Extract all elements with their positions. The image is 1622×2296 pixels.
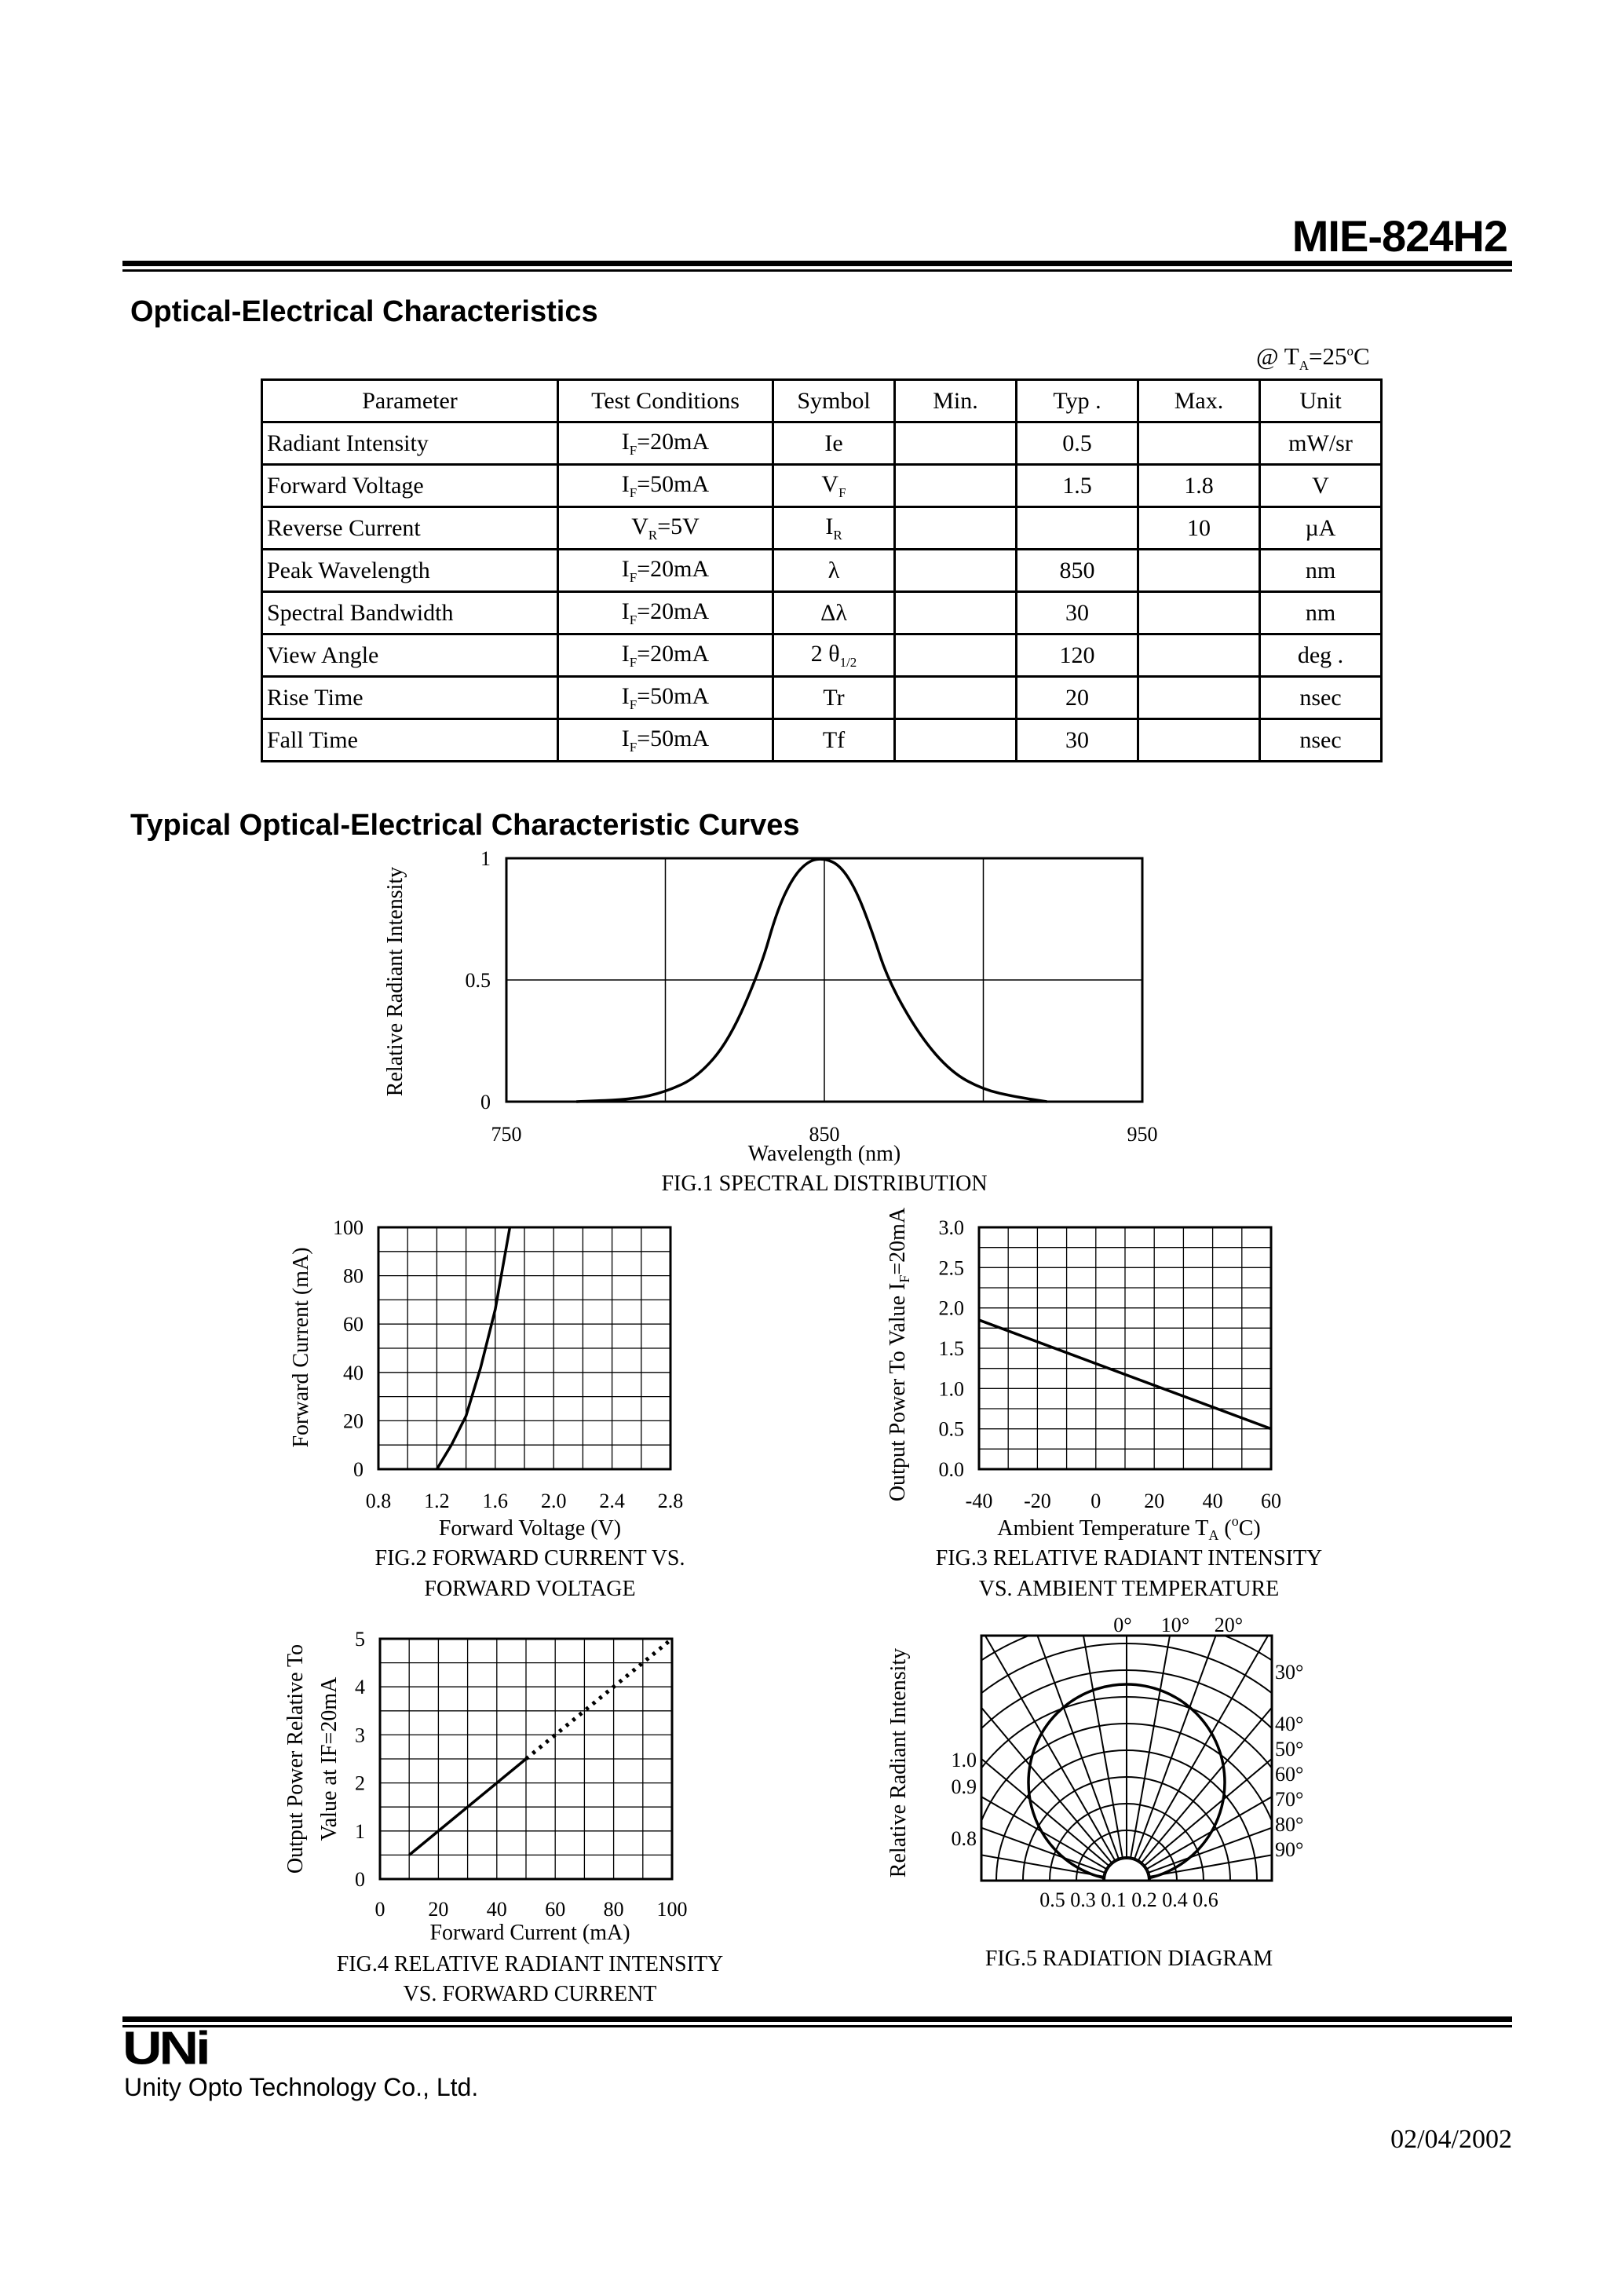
test-condition-cell: $V_R=5V$ xyxy=(558,507,773,550)
figure-caption-line2: VS. FORWARD CURRENT xyxy=(403,1982,657,2006)
angle-label: 90° xyxy=(1275,1838,1304,1861)
polar-grid-ray xyxy=(1127,1606,1602,1881)
x-axis-label: Ambient Temperature $T_A$ ($^o$C) xyxy=(997,1513,1261,1543)
y-axis-label-line2: Value at IF=20mA xyxy=(317,1676,342,1841)
test-condition-cell: $I_F=50mA$ xyxy=(558,465,773,507)
parameter-cell: Peak Wavelength xyxy=(262,550,558,592)
y-tick-label: 1 xyxy=(480,847,491,870)
y-tick-label: 0.5 xyxy=(938,1417,964,1441)
parameter-cell: Forward Voltage xyxy=(262,465,558,507)
x-tick-label: 850 xyxy=(809,1123,840,1146)
radial-label: 0.8 xyxy=(951,1827,977,1850)
symbol-cell: Tr xyxy=(773,677,895,719)
y-axis-label: Relative Radiant Intensity xyxy=(383,866,407,1097)
table-section-title: Optical-Electrical Characteristics xyxy=(130,295,598,328)
typ-cell: 120 xyxy=(1017,634,1138,677)
unit-cell: nsec xyxy=(1260,677,1382,719)
angle-label: 30° xyxy=(1275,1661,1304,1684)
unit-cell: nsec xyxy=(1260,719,1382,762)
unit-cell: mW/sr xyxy=(1260,422,1382,465)
y-tick-label: 4 xyxy=(355,1676,365,1699)
y-axis-label: Output Power To Value $I_F=20mA$ xyxy=(886,1207,912,1502)
x-tick-label: -20 xyxy=(1024,1490,1051,1512)
x-axis-label: Wavelength (nm) xyxy=(747,1142,901,1166)
symbol-cell: 2 $\theta_{1/2}$ xyxy=(773,634,895,677)
part-number: MIE-824H2 xyxy=(1291,211,1507,261)
test-condition-cell: $I_F=20mA$ xyxy=(558,634,773,677)
typ-cell: 850 xyxy=(1017,550,1138,592)
x-tick-label: 0 xyxy=(1090,1490,1101,1512)
table-header-cell: Max. xyxy=(1138,380,1260,422)
y-tick-label: 100 xyxy=(333,1216,363,1239)
typ-cell: 30 xyxy=(1017,592,1138,634)
x-tick-label: 0.8 xyxy=(365,1490,392,1512)
unit-cell: nm xyxy=(1260,592,1382,634)
max-cell: 10 xyxy=(1138,507,1260,550)
unit-cell: nm xyxy=(1260,550,1382,592)
angle-label: 50° xyxy=(1275,1738,1304,1760)
y-tick-label: 3 xyxy=(355,1724,365,1747)
figure-caption: FIG.5 RADIATION DIAGRAM xyxy=(985,1947,1273,1971)
curves-section-title: Typical Optical-Electrical Characteristic Curves xyxy=(130,809,800,842)
x-tick-label: 20 xyxy=(428,1898,449,1921)
x-tick-label: 60 xyxy=(1261,1490,1281,1512)
figure-caption-line2: VS. AMBIENT TEMPERATURE xyxy=(978,1577,1280,1601)
polar-grid-ray xyxy=(939,1364,1127,1881)
y-tick-label: 80 xyxy=(343,1264,363,1288)
symbol-cell: Ie xyxy=(773,422,895,465)
table-header-cell: Typ . xyxy=(1017,380,1138,422)
table-header-cell: Test Conditions xyxy=(558,380,773,422)
unit-cell: µA xyxy=(1260,507,1382,550)
test-condition-cell: $I_F=50mA$ xyxy=(558,719,773,762)
y-tick-label: 2.0 xyxy=(938,1296,964,1320)
y-tick-label: 0.0 xyxy=(938,1458,964,1481)
polar-grid-ray xyxy=(1127,1693,1622,1881)
parameter-cell: Reverse Current xyxy=(262,507,558,550)
footer-rule-thick xyxy=(122,2016,1512,2022)
x-tick-label: 2.8 xyxy=(657,1490,684,1512)
y-tick-label: 1.5 xyxy=(938,1337,964,1360)
x-tick-label: 2.4 xyxy=(599,1490,625,1512)
x-tick-label: 750 xyxy=(491,1123,522,1146)
parameter-cell: View Angle xyxy=(262,634,558,677)
figure-caption: FIG.2 FORWARD CURRENT VS. xyxy=(374,1546,685,1570)
parameter-cell: Radiant Intensity xyxy=(262,422,558,465)
table-header-cell: Parameter xyxy=(262,380,558,422)
typ-cell: 30 xyxy=(1017,719,1138,762)
y-tick-label: 20 xyxy=(343,1409,363,1433)
x-tick-label: 2.0 xyxy=(540,1490,567,1512)
y-tick-label: 2 xyxy=(355,1771,365,1795)
angle-label: 70° xyxy=(1275,1788,1304,1811)
company-logo: UNi xyxy=(122,2021,208,2075)
x-tick-label: 100 xyxy=(656,1898,688,1921)
document-date: 02/04/2002 xyxy=(1390,2125,1512,2154)
y-tick-label: 2.5 xyxy=(938,1256,964,1280)
max-cell: 1.8 xyxy=(1138,465,1260,507)
typ-cell: 1.5 xyxy=(1017,465,1138,507)
x-tick-label: 1.6 xyxy=(482,1490,509,1512)
x-tick-label: 950 xyxy=(1127,1123,1158,1146)
unit-cell: deg . xyxy=(1260,634,1382,677)
radial-label: 1.0 xyxy=(951,1749,977,1771)
x-tick-label: 1.2 xyxy=(424,1490,450,1512)
test-condition-cell: $I_F=20mA$ xyxy=(558,422,773,465)
unit-cell: V xyxy=(1260,465,1382,507)
angle-label: 0° xyxy=(1113,1614,1132,1636)
figure-caption: FIG.4 RELATIVE RADIANT INTENSITY xyxy=(336,1952,724,1976)
angle-label: 20° xyxy=(1214,1614,1244,1636)
y-tick-label: 1 xyxy=(355,1819,365,1843)
symbol-cell: Δλ xyxy=(773,592,895,634)
company-name: Unity Opto Technology Co., Ltd. xyxy=(124,2073,479,2101)
y-tick-label: 40 xyxy=(343,1361,363,1384)
footer-rule-thin xyxy=(122,2025,1512,2027)
test-condition-cell: $I_F=20mA$ xyxy=(558,550,773,592)
temperature-condition: @ $T_A=25^oC$ xyxy=(1256,342,1370,374)
y-tick-label: 60 xyxy=(343,1313,363,1336)
x-tick-label: 40 xyxy=(1202,1490,1223,1512)
x-tick-label: -40 xyxy=(965,1490,993,1512)
y-tick-label: 3.0 xyxy=(938,1216,964,1239)
typ-cell: 20 xyxy=(1017,677,1138,719)
figure-caption: FIG.1 SPECTRAL DISTRIBUTION xyxy=(661,1172,988,1196)
angle-label: 10° xyxy=(1160,1614,1190,1636)
radial-label: 0.9 xyxy=(951,1775,977,1798)
y-tick-label: 0.5 xyxy=(465,969,491,992)
y-tick-label: 0 xyxy=(353,1458,363,1481)
x-axis-label: Forward Voltage (V) xyxy=(438,1516,622,1541)
table-header-cell: Symbol xyxy=(773,380,895,422)
y-tick-label: 0 xyxy=(355,1868,365,1891)
x-tick-label: 40 xyxy=(486,1898,507,1921)
symbol-cell: Tf xyxy=(773,719,895,762)
y-tick-label: 1.0 xyxy=(938,1377,964,1401)
polar-grid-ray xyxy=(1127,1785,1622,1881)
parameter-cell: Spectral Bandwidth xyxy=(262,592,558,634)
figure-caption: FIG.3 RELATIVE RADIANT INTENSITY xyxy=(935,1546,1323,1570)
y-axis-label-line1: Output Power Relative To xyxy=(283,1643,308,1874)
table-header-cell: Unit xyxy=(1260,380,1382,422)
x-tick-label: 60 xyxy=(545,1898,566,1921)
parameter-cell: Fall Time xyxy=(262,719,558,762)
symbol-cell: $V_F$ xyxy=(773,465,895,507)
y-tick-label: 5 xyxy=(355,1628,365,1651)
y-axis-label: Relative Radiant Intensity xyxy=(886,1647,911,1878)
typ-cell: 0.5 xyxy=(1017,422,1138,465)
test-condition-cell: $I_F=50mA$ xyxy=(558,677,773,719)
x-tick-label: 20 xyxy=(1144,1490,1165,1512)
y-axis-label: Forward Current (mA) xyxy=(289,1247,313,1448)
angle-label: 80° xyxy=(1275,1813,1304,1836)
x-tick-label: 80 xyxy=(603,1898,624,1921)
angle-label: 40° xyxy=(1275,1713,1304,1735)
symbol-cell: λ xyxy=(773,550,895,592)
x-axis-label: Forward Current (mA) xyxy=(429,1921,630,1945)
parameter-cell: Rise Time xyxy=(262,677,558,719)
table-header-cell: Min. xyxy=(895,380,1017,422)
extrapolated-curve xyxy=(526,1639,672,1759)
figure-caption-line2: FORWARD VOLTAGE xyxy=(424,1577,636,1601)
y-tick-label: 0 xyxy=(480,1091,491,1113)
test-condition-cell: $I_F=20mA$ xyxy=(558,592,773,634)
radial-label-bottom: 0.5 0.3 0.1 0.2 0.4 0.6 xyxy=(1039,1888,1218,1911)
symbol-cell: $I_R$ xyxy=(773,507,895,550)
angle-label: 60° xyxy=(1275,1763,1304,1786)
x-tick-label: 0 xyxy=(374,1898,385,1921)
